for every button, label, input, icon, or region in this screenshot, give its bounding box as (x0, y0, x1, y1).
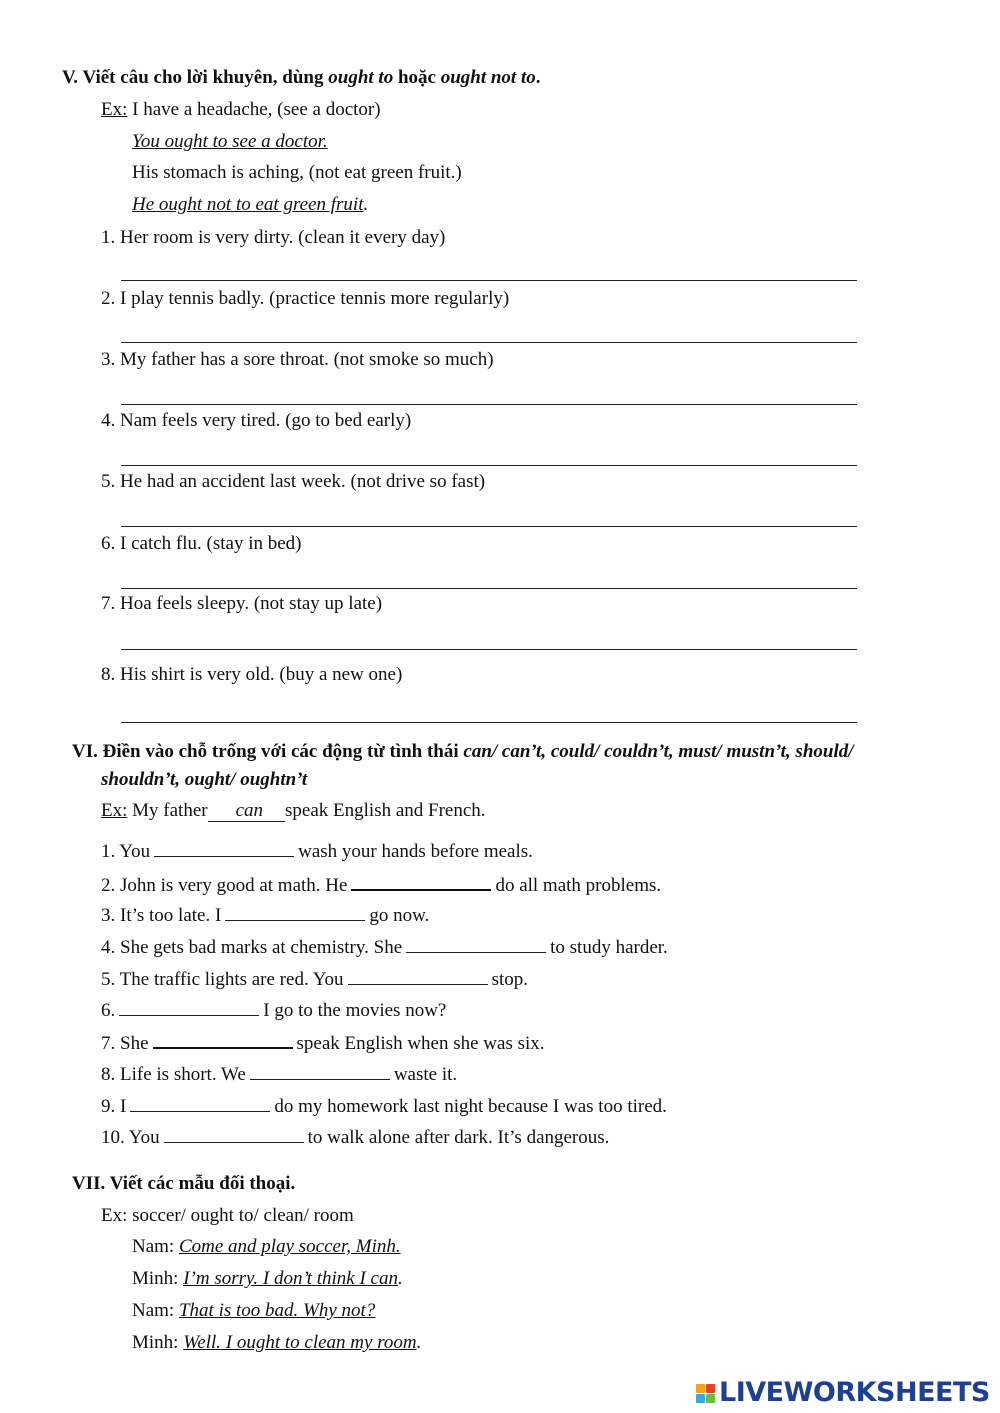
section-5-heading: V. Viết câu cho lời khuyên, dùng ought to hoặc ought not to. (62, 67, 541, 88)
modal-question-7: 7. She speak English when she was six. (101, 1029, 545, 1056)
section-7-example: Ex: soccer/ ought to/ clean/ room (101, 1205, 354, 1226)
example-fill: can (208, 801, 285, 822)
section-6-heading: VI. Điền vào chỗ trống với các động từ tình thái can/ can’t, could/ couldn’t, must/ mustn’t, should/ (72, 741, 854, 762)
section-5-example-2: His stomach is aching, (not eat green fruit.) (132, 162, 462, 183)
modal-blank-7[interactable] (153, 1029, 293, 1049)
example-label: Ex: (101, 800, 128, 821)
advice-question-7: 7. Hoa feels sleepy. (not stay up late) (101, 593, 383, 614)
modal-question-9: 9. I do my homework last night because I was too tired. (101, 1093, 667, 1119)
advice-question-5: 5. He had an accident last week. (not drive so fast) (101, 471, 486, 492)
modal-blank-4[interactable] (406, 934, 546, 953)
modal-blank-5[interactable] (348, 966, 488, 985)
dialog-line-4: Minh: Well. I ought to clean my room. (132, 1332, 422, 1353)
answer-line-7[interactable] (121, 649, 857, 650)
answer-line-8[interactable] (121, 722, 857, 723)
logo-text: LIVEWORKSHEETS (719, 1377, 990, 1408)
modal-question-4: 4. She gets bad marks at chemistry. She to study harder. (101, 934, 668, 960)
answer-line-2[interactable] (121, 342, 857, 343)
advice-question-6: 6. I catch flu. (stay in bed) (101, 533, 302, 554)
section-5-example-2-answer: He ought not to eat green fruit. (132, 194, 369, 215)
liveworksheets-logo[interactable] (696, 1376, 990, 1410)
dialog-line-1: Nam: Come and play soccer, Minh. (132, 1236, 401, 1257)
logo-square-4 (706, 1394, 715, 1403)
liveworksheets-logo-icon (696, 1384, 715, 1403)
modal-question-6: 6. I go to the movies now? (101, 997, 446, 1023)
section-6-heading-cont: shouldn’t, ought/ oughtn’t (101, 769, 308, 790)
section-5-example: Ex: I have a headache, (see a doctor) (101, 99, 381, 120)
example-label: Ex: (101, 99, 128, 120)
modal-question-3: 3. It’s too late. I go now. (101, 902, 429, 928)
logo-square-2 (706, 1384, 715, 1393)
advice-question-2: 2. I play tennis badly. (practice tennis more regularly) (101, 288, 510, 309)
advice-question-1: 1. Her room is very dirty. (clean it every day) (101, 227, 446, 248)
logo-square-3 (696, 1394, 705, 1403)
logo-square-1 (696, 1384, 705, 1393)
modal-question-1: 1. You wash your hands before meals. (101, 838, 533, 864)
modal-blank-3[interactable] (225, 902, 365, 921)
modal-blank-10[interactable] (164, 1124, 304, 1143)
dialog-line-3: Nam: That is too bad. Why not? (132, 1300, 376, 1321)
modal-question-8: 8. Life is short. We waste it. (101, 1061, 457, 1087)
answer-line-4[interactable] (121, 465, 857, 466)
advice-question-4: 4. Nam feels very tired. (go to bed early) (101, 410, 412, 431)
modal-question-5: 5. The traffic lights are red. You stop. (101, 966, 528, 992)
section-7-heading: VII. Viết các mẫu đối thoại. (72, 1173, 296, 1194)
advice-question-3: 3. My father has a sore throat. (not smoke so much) (101, 349, 494, 370)
section-6-example: Ex: My father can speak English and French. (101, 800, 486, 821)
modal-blank-8[interactable] (250, 1061, 390, 1080)
dialog-line-2: Minh: I’m sorry. I don’t think I can. (132, 1268, 403, 1289)
section-5-example-answer: You ought to see a doctor. (132, 131, 328, 152)
answer-line-5[interactable] (121, 526, 857, 527)
advice-question-8: 8. His shirt is very old. (buy a new one) (101, 664, 403, 685)
modal-blank-9[interactable] (130, 1093, 270, 1112)
answer-line-6[interactable] (121, 588, 857, 589)
modal-blank-6[interactable] (119, 997, 259, 1016)
answer-line-1[interactable] (121, 280, 857, 281)
modal-blank-1[interactable] (154, 838, 294, 857)
answer-line-3[interactable] (121, 404, 857, 405)
modal-question-10: 10. You to walk alone after dark. It’s dangerous. (101, 1124, 609, 1150)
modal-question-2: 2. John is very good at math. He do all math problems. (101, 871, 661, 898)
modal-blank-2[interactable] (351, 871, 491, 891)
